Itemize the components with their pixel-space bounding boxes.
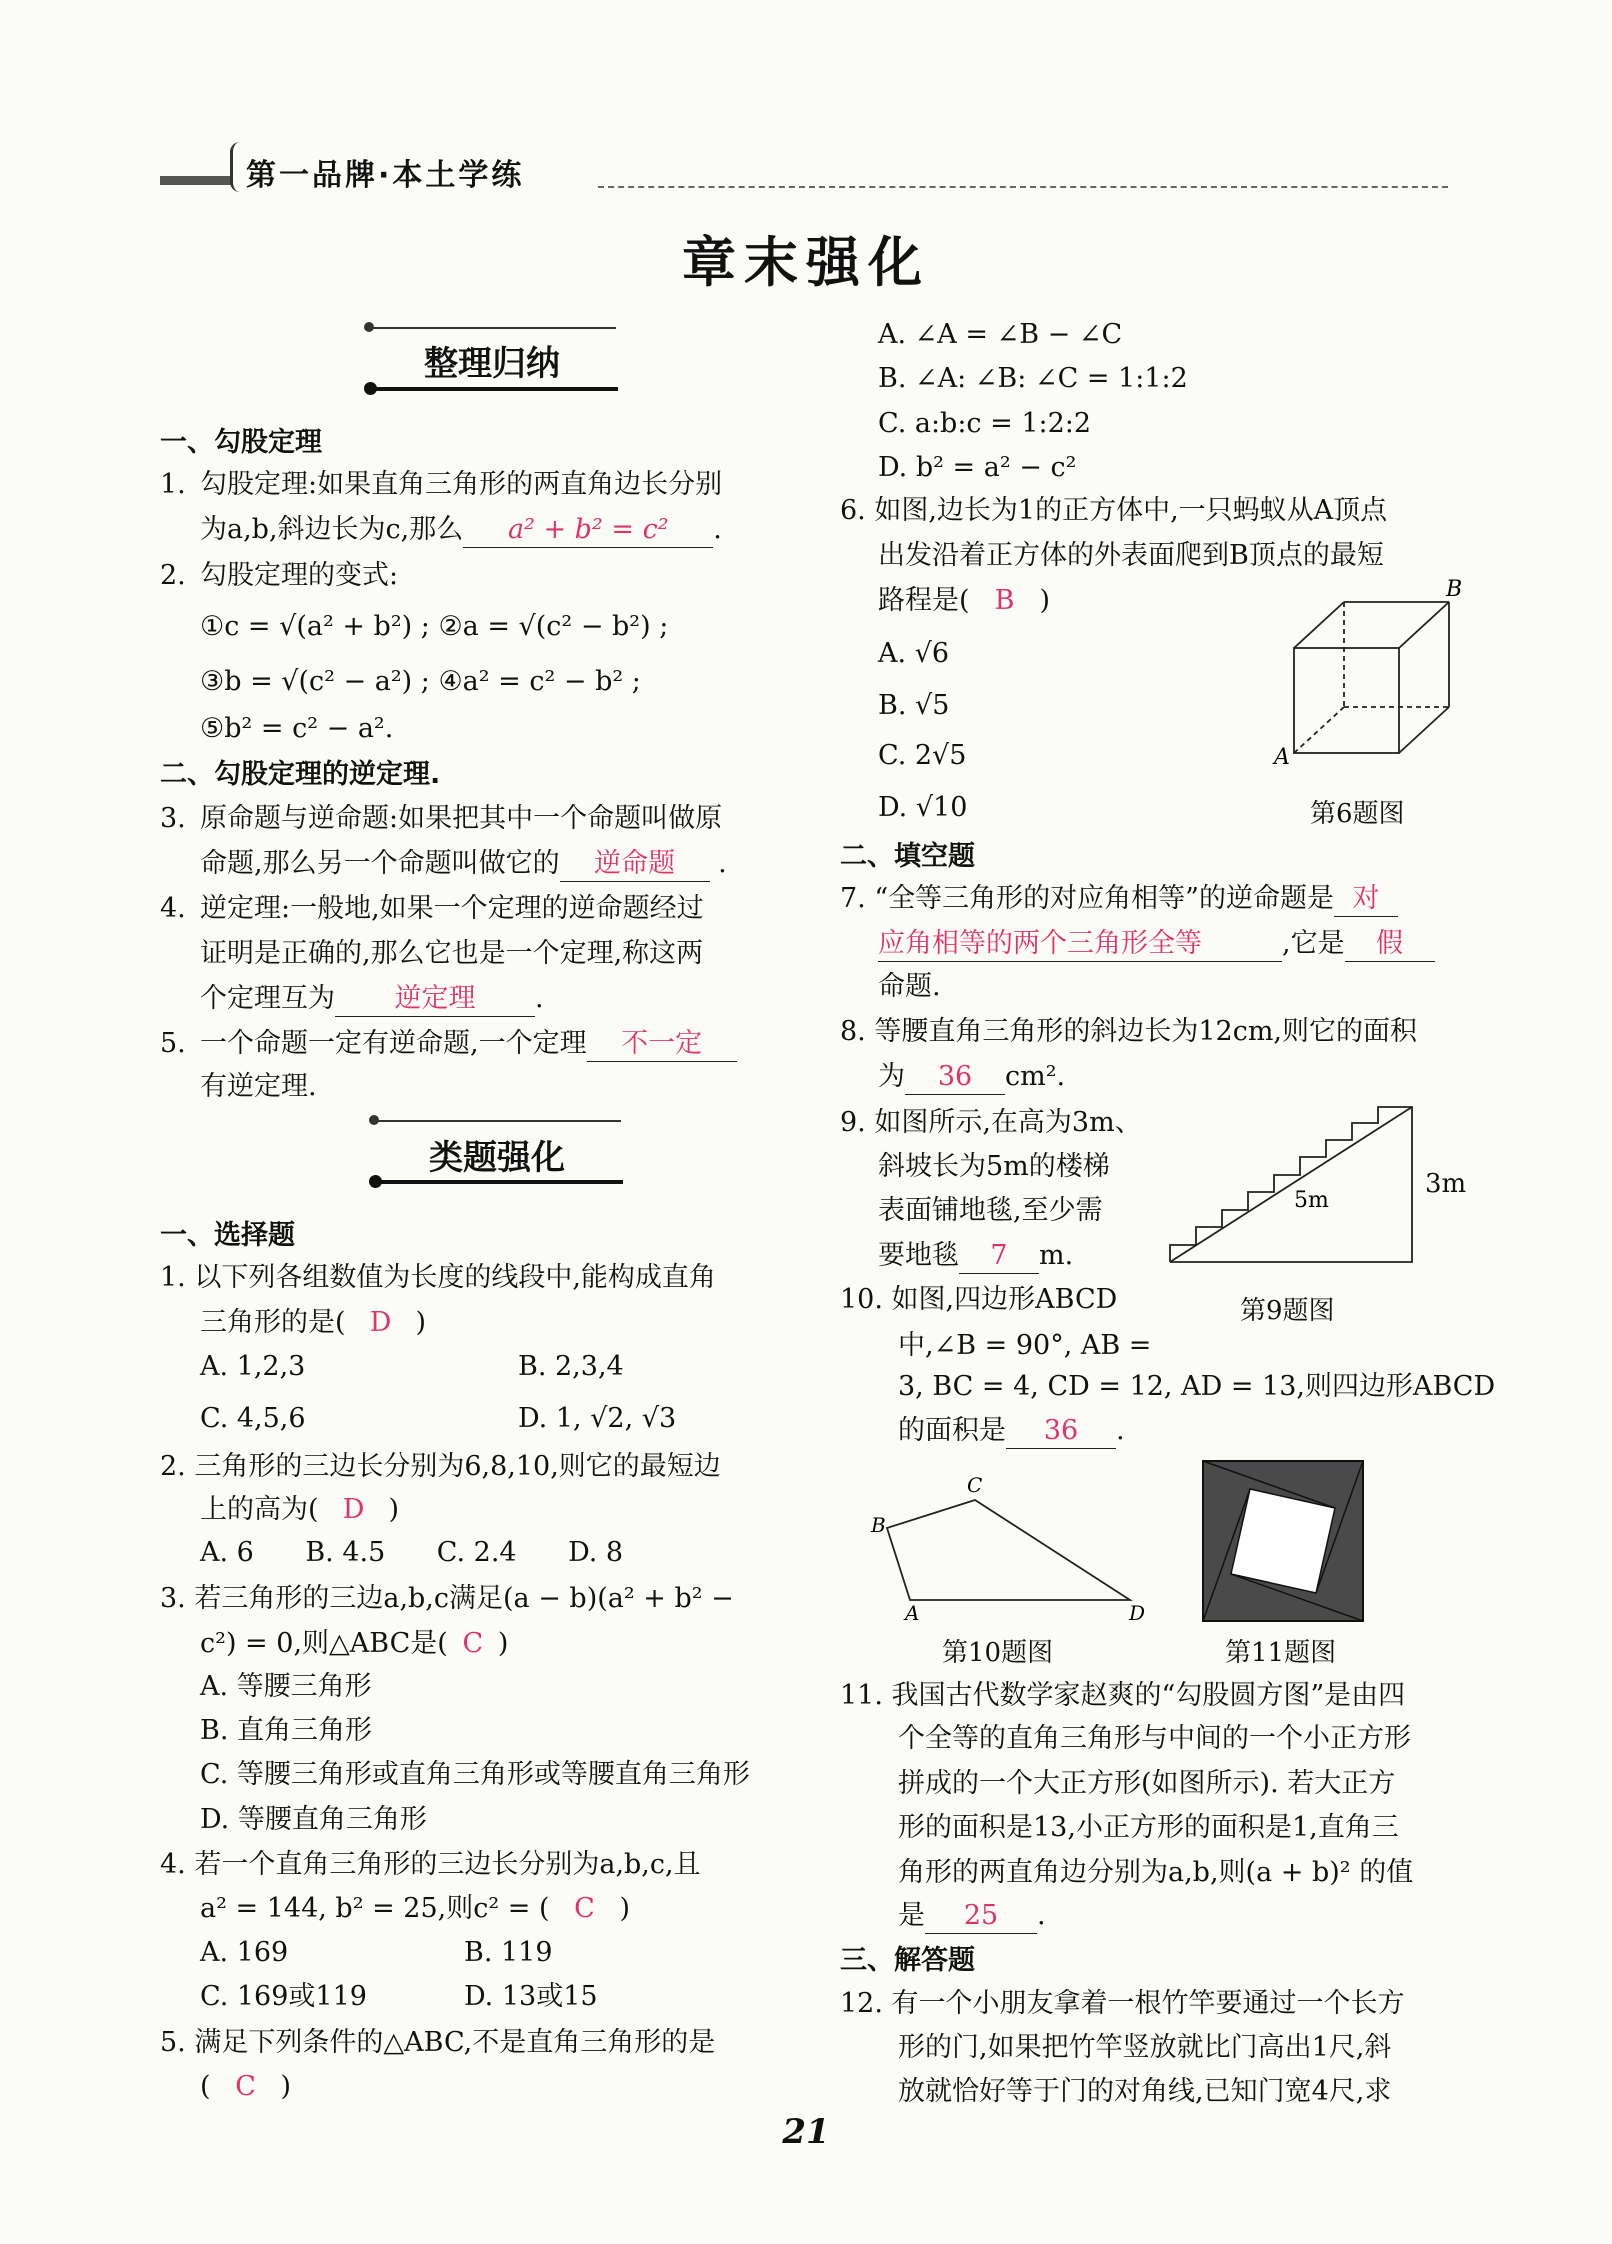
q4-answer: C xyxy=(574,1893,595,1924)
q10-line3: 3, BC = 4, CD = 12, AD = 13,则四边形ABCD xyxy=(898,1371,1496,1402)
practice-heading-3: 三、解答题 xyxy=(840,1945,975,1976)
q9-unit: m. xyxy=(1039,1240,1074,1271)
q4-line2: a² = 144, b² = 25,则c² = ( C ) xyxy=(200,1890,630,1928)
banner-top-dot xyxy=(364,322,374,332)
summary-p3-text: 命题,那么另一个命题叫做它的 xyxy=(200,848,560,879)
q11-line1: 11. 我国古代数学家赵爽的“勾股圆方图”是由四 xyxy=(840,1680,1406,1711)
q11-text: 是 xyxy=(898,1900,925,1931)
header-dashed-rule xyxy=(598,186,1448,188)
q11-line2: 个全等的直角三角形与中间的一个小正方形 xyxy=(898,1723,1411,1754)
summary-p4-line3: 个定理互为 逆定理 . xyxy=(200,980,544,1018)
summary-p5-line2: 有逆定理. xyxy=(200,1071,317,1102)
summary-p4-num: 4. xyxy=(160,893,186,924)
practice-heading-1: 一、选择题 xyxy=(160,1220,295,1251)
q9-line3: 表面铺地毯,至少需 xyxy=(878,1195,1103,1226)
banner-top-line xyxy=(368,327,616,329)
summary-heading-1: 一、勾股定理 xyxy=(160,427,322,458)
summary-p3-num: 3. xyxy=(160,803,186,834)
q5-text: ( xyxy=(200,2071,211,2102)
figure-11-square xyxy=(1200,1458,1366,1624)
summary-variant-1: ①c = √(a² + b²) ; ②a = √(c² − b²) ; xyxy=(200,611,669,642)
summary-p4-line2: 证明是正确的,那么它也是一个定理,称这两 xyxy=(200,938,704,969)
summary-p3-answer: 逆命题 xyxy=(560,847,710,882)
q1-option-c: C. 4,5,6 xyxy=(200,1403,306,1434)
banner-bottom-dot xyxy=(364,382,377,395)
q3-option-c: C. 等腰三角形或直角三角形或等腰直角三角形 xyxy=(200,1759,750,1790)
q3-line2: c²) = 0,则△ABC是( C ) xyxy=(200,1625,508,1663)
q5-line2: ( C ) xyxy=(200,2068,291,2106)
banner-bottom-dot xyxy=(369,1175,382,1188)
q11-line4: 形的面积是13,小正方形的面积是1,直角三 xyxy=(898,1812,1399,1843)
q7-line2 xyxy=(878,925,1435,963)
q10-line4: 的面积是 36 . xyxy=(898,1412,1125,1450)
q4-option-b: B. 119 xyxy=(464,1937,553,1968)
q12-line2: 形的门,如果把竹竿竖放就比门高出1尺,斜 xyxy=(898,2032,1392,2063)
q3-option-b: B. 直角三角形 xyxy=(200,1715,373,1746)
q5-option-c: C. a:b:c = 1:2:2 xyxy=(878,408,1092,439)
q7-mid: ,它是 xyxy=(1282,928,1345,959)
banner-bottom-line xyxy=(370,387,618,391)
summary-p5-line1 xyxy=(200,1025,737,1063)
q11-line6: 是 25 . xyxy=(898,1897,1046,1935)
figure-6-cube xyxy=(1260,577,1463,770)
q7-answer-part2: 应角相等的两个三角形全等 xyxy=(878,927,1282,962)
practice-heading-2: 二、填空题 xyxy=(840,841,975,872)
q9-text: 要地毯 xyxy=(878,1240,959,1271)
summary-p2-num: 2. xyxy=(160,560,186,591)
q3-line1: 3. 若三角形的三边a,b,c满足(a − b)(a² + b² − xyxy=(160,1583,734,1614)
q7-answer-part1: 对 xyxy=(1334,882,1398,917)
summary-p1-text: 为a,b,斜边长为c,那么 xyxy=(200,514,464,545)
q9-line2: 斜坡长为5m的楼梯 xyxy=(878,1151,1110,1182)
summary-heading-2: 二、勾股定理的逆定理. xyxy=(160,759,441,790)
figure-9-staircase xyxy=(1160,1095,1420,1265)
cube-label-b: B xyxy=(1446,577,1463,602)
summary-p1-answer: a² + b² = c² xyxy=(463,513,713,548)
q3-option-d: D. 等腰直角三角形 xyxy=(200,1804,427,1835)
section-summary-title: 整理归纳 xyxy=(424,344,560,384)
section-practice-title: 类题强化 xyxy=(429,1138,565,1178)
summary-p5-answer: 不一定 xyxy=(587,1027,737,1062)
page-number: 21 xyxy=(782,2112,830,2152)
q10-answer: 36 xyxy=(1006,1414,1116,1449)
header-bracket xyxy=(230,142,241,192)
q10-text: 的面积是 xyxy=(898,1415,1006,1446)
q5-option-b: B. ∠A: ∠B: ∠C = 1:1:2 xyxy=(878,363,1188,394)
q6-answer: B xyxy=(994,585,1015,616)
q4-option-c: C. 169或119 xyxy=(200,1981,367,2012)
q6-option-a: A. √6 xyxy=(878,638,950,669)
q12-line3: 放就恰好等于门的对角线,已知门宽4尺,求 xyxy=(898,2076,1392,2107)
quad-label-b: B xyxy=(871,1513,886,1537)
figure-10-caption: 第10题图 xyxy=(942,1638,1054,1668)
q7-answer-truth: 假 xyxy=(1345,927,1435,962)
q6-line3: 路程是( B ) xyxy=(878,582,1050,620)
q7-line1 xyxy=(840,880,1398,918)
q9-answer: 7 xyxy=(959,1239,1039,1274)
header-brand: 第一品牌·本土学练 xyxy=(246,158,525,193)
q4-text: a² = 144, b² = 25,则c² = ( xyxy=(200,1893,550,1924)
summary-p3-line2: 命题,那么另一个命题叫做它的 逆命题 . xyxy=(200,845,727,883)
q9-line1: 9. 如图所示,在高为3m、 xyxy=(840,1107,1142,1138)
q5-option-a: A. ∠A = ∠B − ∠C xyxy=(878,319,1123,350)
q11-line5: 角形的两直角边分别为a,b,则(a + b)² 的值 xyxy=(898,1857,1414,1888)
figure-6-caption: 第6题图 xyxy=(1310,799,1405,829)
q7-text: 7. “全等三角形的对应角相等”的逆命题是 xyxy=(840,883,1334,914)
summary-p1-line2: 为a,b,斜边长为c,那么 a² + b² = c² . xyxy=(200,511,722,549)
banner-top-dot xyxy=(369,1115,379,1125)
summary-p2-line1: 勾股定理的变式: xyxy=(200,560,399,591)
q8-answer: 36 xyxy=(905,1060,1005,1095)
summary-p3-line1: 原命题与逆命题:如果把其中一个命题叫做原 xyxy=(200,803,723,834)
summary-p4-line1: 逆定理:一般地,如果一个定理的逆命题经过 xyxy=(200,893,704,924)
summary-p4-text: 个定理互为 xyxy=(200,983,335,1014)
summary-p4-answer: 逆定理 xyxy=(335,982,535,1017)
figure-10-quadrilateral xyxy=(865,1470,1165,1630)
header-bar xyxy=(160,176,232,185)
q1-text: 三角形的是( xyxy=(200,1307,346,1338)
q10-line1: 10. 如图,四边形ABCD xyxy=(840,1284,1118,1315)
q1-option-d: D. 1, √2, √3 xyxy=(518,1403,677,1434)
q9-line4 xyxy=(878,1237,1073,1275)
quad-label-a: A xyxy=(905,1601,920,1625)
banner-top-line xyxy=(373,1120,621,1122)
q8-text: 为 xyxy=(878,1061,905,1092)
figure-9-caption: 第9题图 xyxy=(1240,1296,1335,1326)
q10-line2: 中,∠B = 90°, AB = xyxy=(898,1330,1152,1361)
summary-p1-num: 1. xyxy=(160,469,186,500)
q2-line2: 上的高为( D ) xyxy=(200,1491,399,1529)
q8-unit: cm². xyxy=(1005,1061,1066,1092)
q2-options: A. 6 B. 4.5 C. 2.4 D. 8 xyxy=(200,1537,624,1568)
q6-line2: 出发沿着正方体的外表面爬到B顶点的最短 xyxy=(878,540,1384,571)
q4-line1: 4. 若一个直角三角形的三边长分别为a,b,c,且 xyxy=(160,1849,701,1880)
q6-line1: 6. 如图,边长为1的正方体中,一只蚂蚁从A顶点 xyxy=(840,495,1388,526)
q3-text: c²) = 0,则△ABC是( xyxy=(200,1628,448,1659)
q12-line1: 12. 有一个小朋友拿着一根竹竿要通过一个长方 xyxy=(840,1988,1405,2019)
figure-11-caption: 第11题图 xyxy=(1225,1638,1337,1668)
q11-answer: 25 xyxy=(925,1899,1037,1934)
q5-answer: C xyxy=(235,2071,256,2102)
banner-bottom-line xyxy=(375,1180,623,1184)
page-title: 章末强化 xyxy=(682,231,930,294)
summary-p5-text: 一个命题一定有逆命题,一个定理 xyxy=(200,1028,587,1059)
q3-option-a: A. 等腰三角形 xyxy=(200,1671,372,1702)
q8-line2 xyxy=(878,1058,1065,1096)
quad-label-d: D xyxy=(1129,1601,1146,1625)
q2-answer: D xyxy=(342,1494,365,1525)
q1-answer: D xyxy=(369,1307,392,1338)
summary-p1-line1: 勾股定理:如果直角三角形的两直角边长分别 xyxy=(200,469,723,500)
q5-line1: 5. 满足下列条件的△ABC,不是直角三角形的是 xyxy=(160,2027,716,2058)
staircase-height-label: 3m xyxy=(1425,1169,1467,1199)
summary-p5-num: 5. xyxy=(160,1028,186,1059)
q2-text: 上的高为( xyxy=(200,1494,319,1525)
q5-option-d: D. b² = a² − c² xyxy=(878,452,1077,483)
q3-answer: C xyxy=(462,1628,484,1659)
q7-line3: 命题. xyxy=(878,971,941,1002)
quad-label-c: C xyxy=(967,1473,983,1497)
q6-text: 路程是( xyxy=(878,585,970,616)
q1-line1: 1. 以下列各组数值为长度的线段中,能构成直角 xyxy=(160,1262,716,1293)
q6-option-d: D. √10 xyxy=(878,792,968,823)
q6-option-b: B. √5 xyxy=(878,690,950,721)
q1-option-b: B. 2,3,4 xyxy=(518,1351,624,1382)
summary-variant-3: ⑤b² = c² − a². xyxy=(200,713,394,744)
q6-option-c: C. 2√5 xyxy=(878,740,967,771)
q8-line1: 8. 等腰直角三角形的斜边长为12cm,则它的面积 xyxy=(840,1016,1418,1047)
q2-line1: 2. 三角形的三边长分别为6,8,10,则它的最短边 xyxy=(160,1451,721,1482)
q4-option-d: D. 13或15 xyxy=(464,1981,598,2012)
q1-option-a: A. 1,2,3 xyxy=(200,1351,306,1382)
q1-line2: 三角形的是( D ) xyxy=(200,1304,426,1342)
summary-variant-2: ③b = √(c² − a²) ; ④a² = c² − b² ; xyxy=(200,666,641,697)
q4-option-a: A. 169 xyxy=(200,1937,289,1968)
cube-label-a: A xyxy=(1274,745,1290,770)
q11-line3: 拼成的一个大正方形(如图所示). 若大正方 xyxy=(898,1768,1396,1799)
staircase-slope-label: 5m xyxy=(1294,1188,1329,1213)
